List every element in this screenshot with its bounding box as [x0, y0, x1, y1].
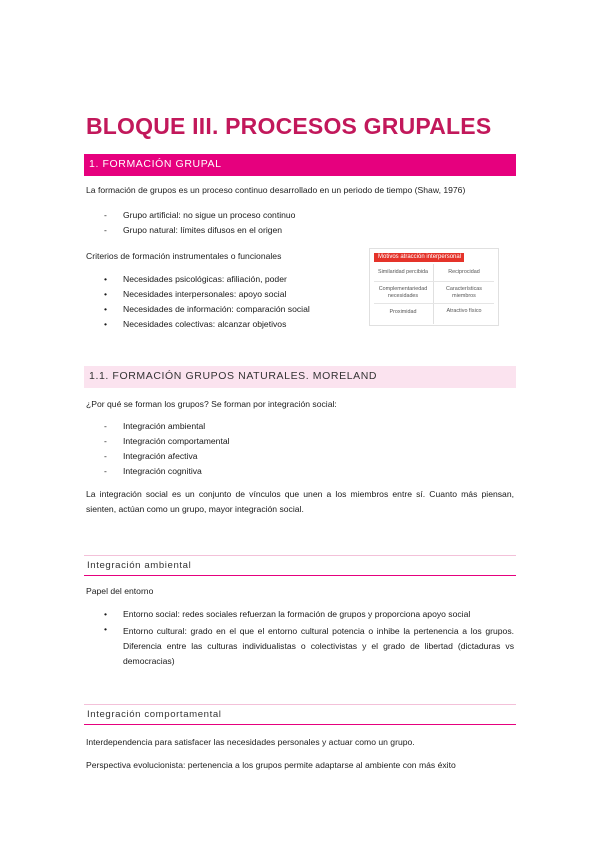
- figure-cell: Atractivo físico: [446, 308, 482, 314]
- subheading-integracion-comportamental: [84, 704, 516, 725]
- interdependencia-paragraph: Interdependencia para satisfacer las necesidades personales y actuar como un grupo.: [86, 737, 415, 747]
- subheading-text: Integración ambiental: [87, 560, 192, 571]
- subheading-integracion-ambiental: [84, 555, 516, 576]
- section-heading-formacion-grupal: [84, 154, 516, 176]
- section-heading-grupos-naturales: [84, 366, 516, 388]
- document-page: BLOQUE III. PROCESOS GRUPALES 1. FORMACIÓN GRUPAL La formación de grupos es un proceso continuo desarrollado en un periodo de tiempo (Shaw, 1976) - Grupo artificial: no sigue un proceso continuo - Grupo natural: límites difusos en el origen Criterios de formación instrumentales o funcionales • Necesidades psicológicas: afiliación, poder • Necesidades interpersonales: apoyo social • Necesidades de información: comparación social • Necesidades colectivas: alcanzar objetivos Motivos atracción interpersonal Similaridad percibida Reciprocidad Complementariedad necesidades Características miembros Proximidad Atractivo físico 1.1. FORMACIÓN GRUPOS NATURALES. MORELAND ¿Por qué se forman los grupos? Se forman por integración social: - Integración ambiental - Integración comportamental - Integración afectiva - Integración cognitiva La integración social es un conjunto de vínculos que unen a los miembros entre sí. Cuanto más piensan, sienten, actúan como un grupo, mayor integración social. Integración ambiental Papel del entorno • Entorno social: redes sociales refuerzan la formación de grupos y proporciona apoyo social • Entorno cultural: grado en el que el entorno cultural potencia o inhibe la pertenencia a los grupos. Diferencia entre las culturas individualistas o colectivistas y el grado de libertad (dictaduras vs democracias) Integración comportamental Interdependencia para satisfacer las necesidades personales y actuar como un grupo. Perspectiva evolucionista: pertenencia a los grupos permite adaptarse al ambiente con más éxito: [86, 113, 514, 770]
- integration-paragraph: La integración social es un conjunto de vínculos que unen a los miembros entre sí. Cuanto más piensan, sienten, actúan como un grupo, mayor integración social.: [86, 489, 514, 514]
- section-heading-text: 1. FORMACIÓN GRUPAL: [89, 158, 222, 170]
- figure-cell: Complementariedad necesidades: [378, 286, 428, 299]
- attraction-motives-figure: [369, 248, 499, 326]
- section-heading-text: 1.1. FORMACIÓN GRUPOS NATURALES. MORELAND: [89, 370, 378, 382]
- intro-paragraph: La formación de grupos es un proceso continuo desarrollado en un periodo de tiempo (Shaw, 1976): [86, 185, 466, 195]
- figure-header: Motivos atracción interpersonal: [374, 253, 464, 262]
- figure-cell: Similaridad percibida: [377, 269, 429, 275]
- page-title: BLOQUE III. PROCESOS GRUPALES: [86, 113, 492, 139]
- criteria-label: Criterios de formación instrumentales o funcionales: [86, 251, 282, 261]
- figure-cell: Proximidad: [389, 309, 417, 315]
- figure-cell: Características miembros: [446, 286, 482, 299]
- entorno-label: Papel del entorno: [86, 586, 154, 596]
- perspectiva-paragraph: Perspectiva evolucionista: pertenencia a los grupos permite adaptarse al ambiente con más éxito: [86, 760, 456, 770]
- subheading-text: Integración comportamental: [87, 709, 222, 720]
- figure-cell: Reciprocidad: [448, 269, 480, 275]
- question-paragraph: ¿Por qué se forman los grupos? Se forman por integración social:: [86, 399, 337, 409]
